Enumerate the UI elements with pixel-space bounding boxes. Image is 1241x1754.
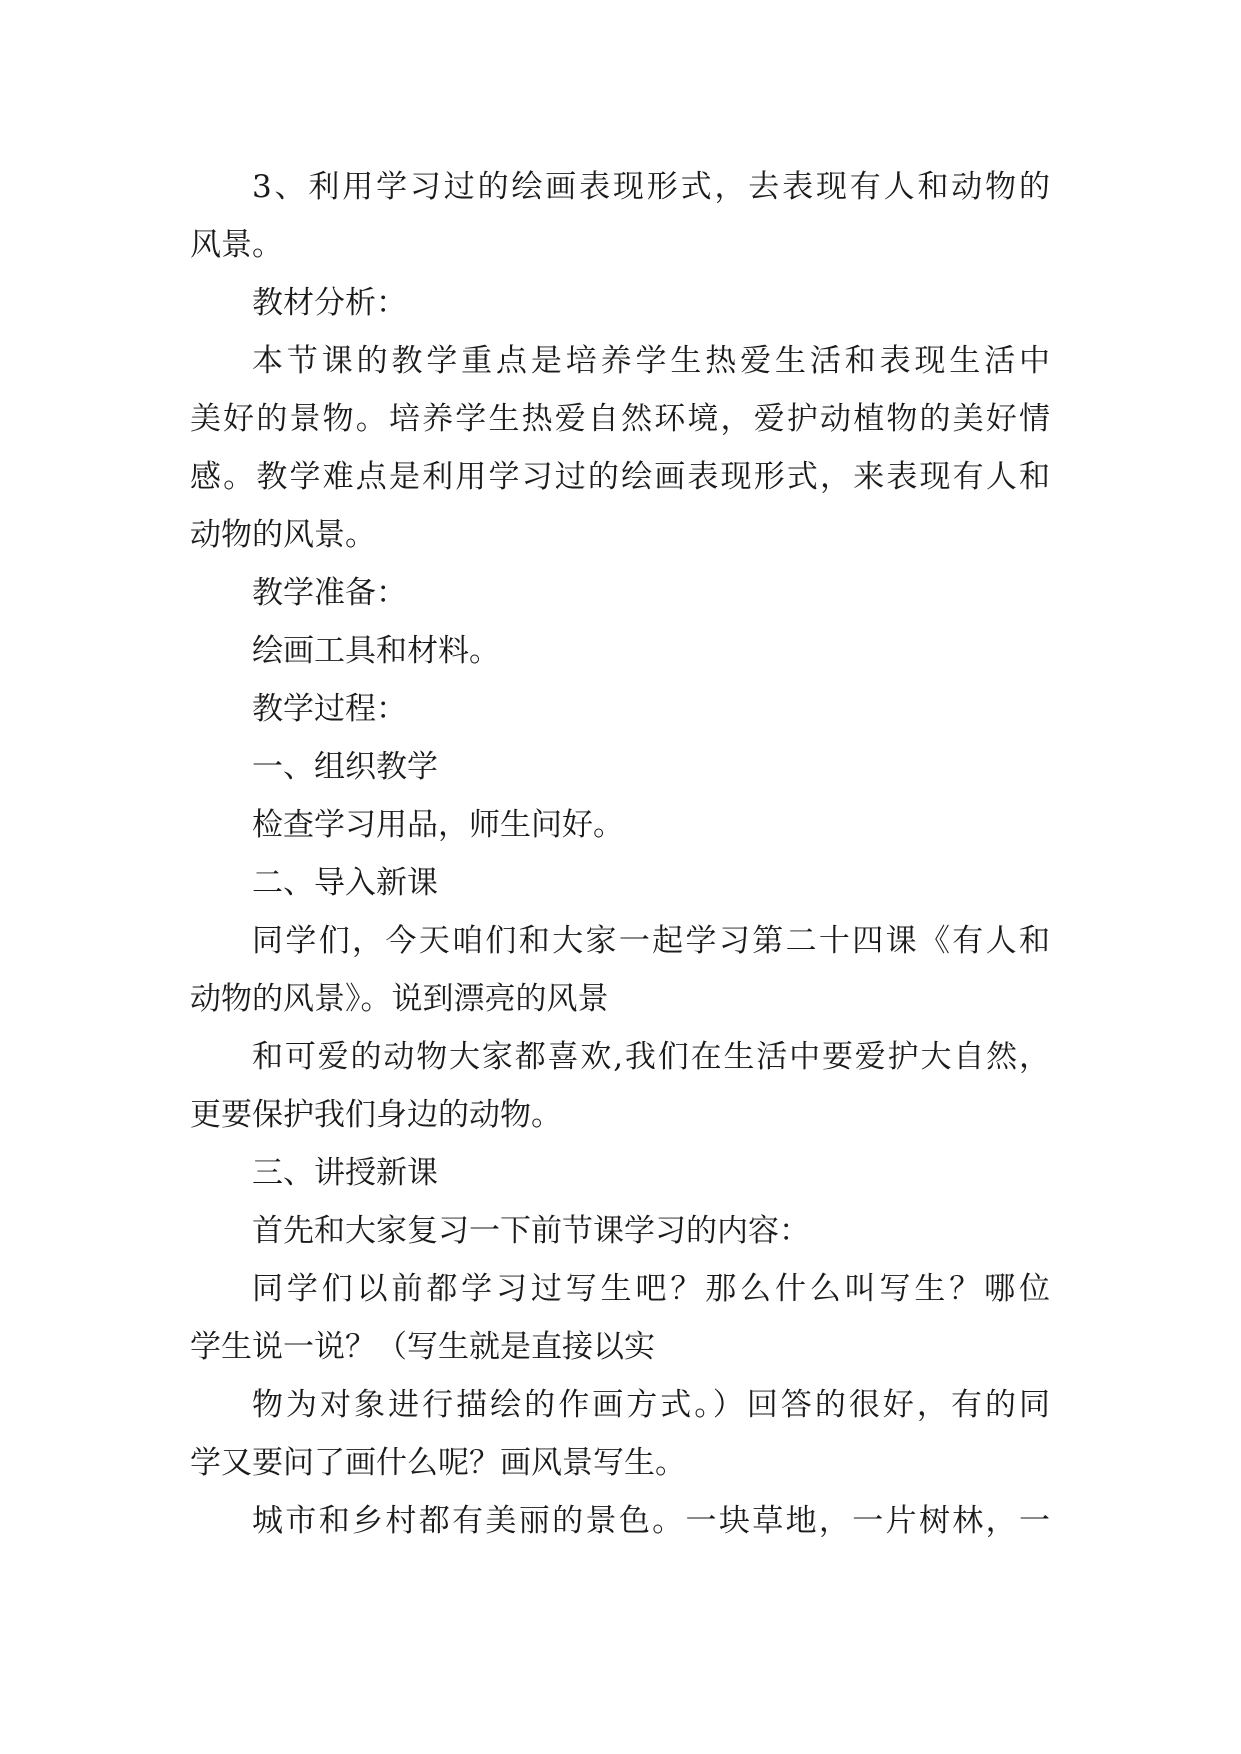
text-line: 一、组织教学 bbox=[252, 749, 438, 785]
text-line: 城市和乡村都有美丽的景色。一块草地，一片树林，一 bbox=[252, 1503, 1050, 1539]
text-line: 三、讲授新课 bbox=[252, 1155, 438, 1191]
text-line: 美好的景物。培养学生热爱自然环境，爱护动植物的美好情 bbox=[190, 401, 1050, 437]
text-line: 感。教学难点是利用学习过的绘画表现形式，来表现有人和 bbox=[190, 459, 1050, 495]
text-line: 和可爱的动物大家都喜欢,我们在生活中要爱护大自然， bbox=[252, 1039, 1050, 1075]
text-line: 风景。 bbox=[190, 227, 283, 263]
text-line: 同学们，今天咱们和大家一起学习第二十四课《有人和 bbox=[252, 923, 1050, 959]
text-line: 动物的风景。 bbox=[190, 517, 376, 553]
text-line: 检查学习用品，师生问好。 bbox=[252, 807, 624, 843]
text-line: 3、利用学习过的绘画表现形式，去表现有人和动物的 bbox=[252, 169, 1050, 205]
text-line: 教学准备： bbox=[252, 575, 407, 611]
text-line: 绘画工具和材料。 bbox=[252, 633, 500, 669]
text-line: 本节课的教学重点是培养学生热爱生活和表现生活中 bbox=[252, 343, 1050, 379]
document-body bbox=[190, 158, 1050, 1550]
text-line: 教材分析： bbox=[252, 285, 407, 321]
text-line: 物为对象进行描绘的作画方式。）回答的很好，有的同 bbox=[252, 1387, 1050, 1423]
text-line: 教学过程： bbox=[252, 691, 407, 727]
text-line: 同学们以前都学习过写生吧？那么什么叫写生？哪位 bbox=[252, 1271, 1050, 1307]
text-line: 首先和大家复习一下前节课学习的内容： bbox=[252, 1213, 810, 1249]
text-line: 学又要问了画什么呢？画风景写生。 bbox=[190, 1445, 686, 1481]
text-line: 学生说一说？（写生就是直接以实 bbox=[190, 1329, 655, 1365]
text-line: 动物的风景》。说到漂亮的风景 bbox=[190, 981, 609, 1017]
text-line: 二、导入新课 bbox=[252, 865, 438, 901]
text-line: 更要保护我们身边的动物。 bbox=[190, 1097, 562, 1133]
